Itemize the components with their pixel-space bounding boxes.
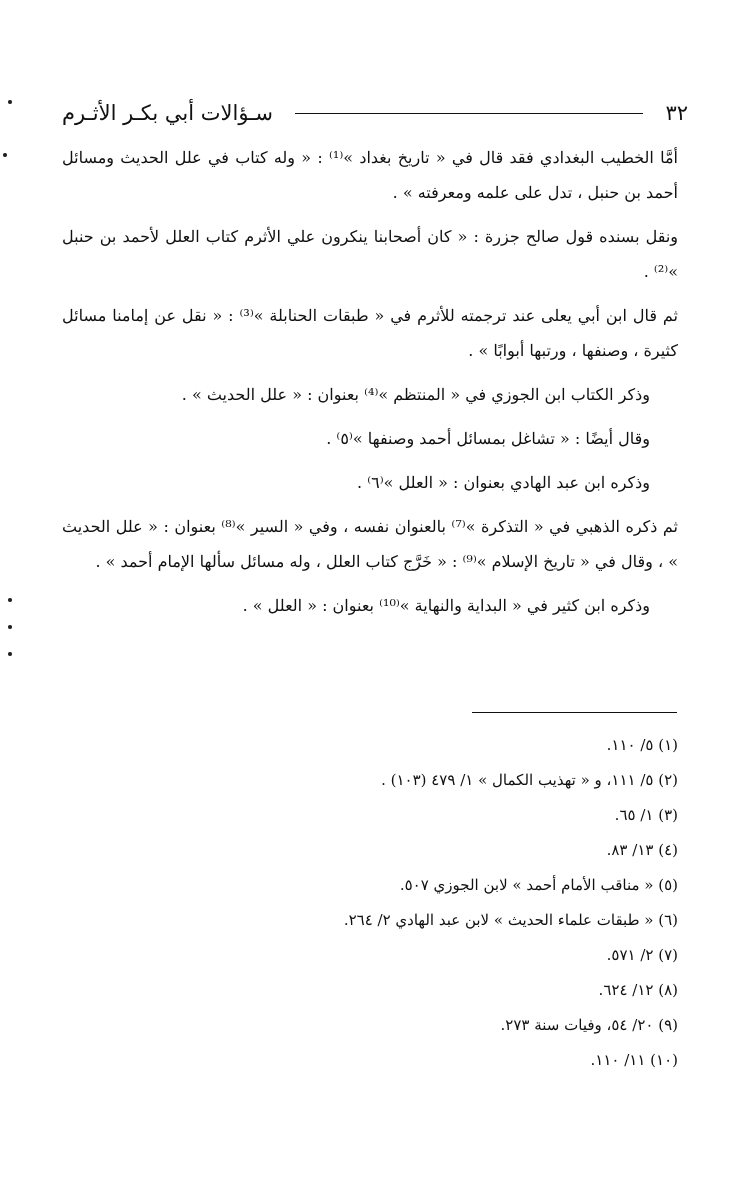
paragraph-ibn-kathir: وذكره ابن كثير في « البداية والنهاية »⁽¹⁰⁾ بعنوان : « العلل » .: [242, 596, 650, 615]
paragraph-ibn-al-jawzi-also: وقال أيضًا : « تشاغل بمسائل أحمد وصنفها »⁽٥⁾ .: [326, 429, 650, 448]
footnote-item: (٨) ١٢/ ٦٢٤.: [598, 981, 678, 999]
footnote-separator: [472, 712, 677, 713]
footnote-item: (٣) ١/ ٦٥.: [614, 806, 678, 824]
paragraph-ibn-al-jawzi: وذكر الكتاب ابن الجوزي في « المنتظم »⁽⁴⁾ بعنوان : « علل الحديث » .: [181, 385, 650, 404]
scan-mark: [8, 652, 12, 656]
page-number: ٣٢: [665, 101, 688, 125]
footnote-item: (٧) ٢/ ٥٧١.: [606, 946, 678, 964]
footnote-item: (٥) « مناقب الأمام أحمد » لابن الجوزي ٥٠٧.: [399, 876, 678, 894]
paragraph-salih-jazara: ونقل بسنده قول صالح جزرة : « كان أصحابنا ينكرون علي الأثرم كتاب العلل لأحمد بن حنبل »⁽²⁾ .: [62, 227, 678, 281]
scan-mark: [8, 625, 12, 629]
footnotes: [100, 728, 678, 1078]
page-header: [62, 96, 688, 130]
scan-mark: [8, 598, 12, 602]
main-text: [62, 140, 678, 632]
paragraph-ibn-abi-yala: ثم قال ابن أبي يعلى عند ترجمته للأثرم في « طبقات الحنابلة »⁽³⁾ : « نقل عن إمامنا مسائل كثيرة ، وصنفها ، ورتبها أبوابًا » .: [62, 306, 679, 360]
scan-mark: [8, 100, 12, 104]
paragraph-ibn-abd-al-hadi: وذكره ابن عبد الهادي بعنوان : « العلل »⁽٦⁾ .: [357, 473, 650, 492]
paragraph-dhahabi: ثم ذكره الذهبي في « التذكرة »⁽⁷⁾ بالعنوان نفسه ، وفي « السير »⁽⁸⁾ بعنوان : « علل الحديث » ، وقال في « تاريخ الإسلام »⁽⁹⁾ : « خَرَّج كتاب العلل ، وله مسائل سألها الإمام أحمد » .: [62, 517, 679, 571]
footnote-item: (٦) « طبقات علماء الحديث » لابن عبد الهادي ٢/ ٢٦٤.: [343, 911, 678, 929]
footnote-item: (٤) ١٣/ ٨٣.: [606, 841, 678, 859]
header-rule: [295, 113, 643, 114]
footnote-item: (١٠) ١١/ ١١٠.: [590, 1051, 678, 1069]
footnote-item: (٩) ٢٠/ ٥٤، وفيات سنة ٢٧٣.: [500, 1016, 678, 1034]
running-title: سـؤالات أبي بكـر الأثـرم: [62, 101, 273, 125]
footnote-item: (١) ٥/ ١١٠.: [606, 736, 678, 754]
paragraph-khatib: أمَّا الخطيب البغدادي فقد قال في « تاريخ بغداد »⁽¹⁾ : « وله كتاب في علل الحديث ومسائل أحمد بن حنبل ، تدل على علمه ومعرفته » .: [62, 148, 679, 202]
scan-mark: [3, 153, 7, 157]
footnote-item: (٢) ٥/ ١١١، و « تهذيب الكمال » ١/ ٤٧٩ (١٠٣) .: [381, 771, 678, 789]
